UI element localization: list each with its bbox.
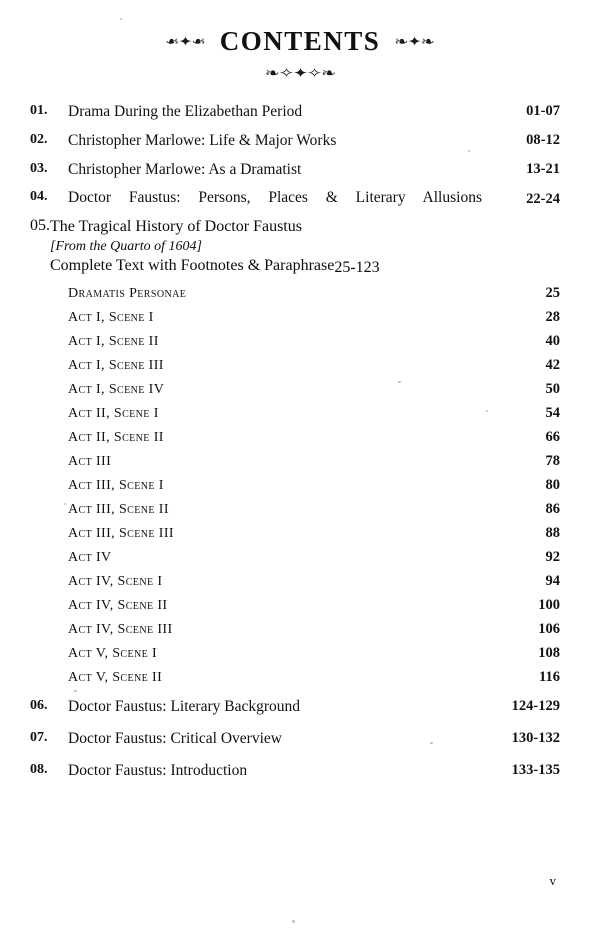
- toc-entry-pages: 08-12: [526, 131, 560, 148]
- toc-entry-title: Drama During the Elizabethan Period: [68, 103, 303, 120]
- toc-subentry-title: Act I, Scene II: [68, 334, 159, 350]
- toc-entry-pages: 130-132: [511, 729, 560, 746]
- ornament-sub-icon: ❧✧✦✧❧: [264, 65, 336, 81]
- scan-speck: [292, 920, 295, 923]
- list-item[interactable]: [30, 429, 560, 446]
- scan-speck: [486, 410, 488, 412]
- toc-subentry-title: Act III, Scene III: [68, 526, 174, 542]
- list-item[interactable]: [30, 549, 560, 566]
- toc-subentry-pages: 54: [545, 405, 560, 422]
- toc-subentry-title: Act IV, Scene I: [68, 574, 163, 590]
- list-item[interactable]: [30, 309, 560, 326]
- toc-subentry-title: Act I, Scene IV: [68, 382, 165, 398]
- toc-subentry-pages: 86: [545, 501, 560, 518]
- page-title: CONTENTS: [219, 26, 381, 56]
- toc-entry-number: 02.: [30, 131, 48, 147]
- toc-subentry-pages: 116: [539, 669, 560, 686]
- toc-subentry-pages: 80: [545, 477, 560, 494]
- list-item[interactable]: [30, 645, 560, 662]
- list-item[interactable]: [30, 357, 560, 374]
- toc-subentry-pages: 106: [538, 621, 560, 638]
- toc-entry[interactable]: [30, 131, 560, 151]
- toc-entry-pages: 01-07: [526, 103, 560, 119]
- list-item[interactable]: [30, 285, 560, 302]
- scan-speck: [120, 18, 122, 20]
- toc-entry[interactable]: [30, 160, 560, 180]
- toc-subentry-pages: 88: [545, 525, 560, 542]
- toc-subentry-title: Act III, Scene I: [68, 478, 164, 494]
- list-item[interactable]: [30, 453, 560, 470]
- ornament-left-icon: ❧✦❧: [165, 33, 206, 50]
- toc-entry-title-line3: Complete Text with Footnotes & Paraphrase: [50, 257, 335, 275]
- toc-entry-pages: 25-123: [334, 259, 380, 277]
- table-of-contents: [0, 102, 600, 781]
- toc-subentry-pages: 25: [545, 285, 560, 302]
- toc-subentry-pages: 42: [545, 357, 560, 374]
- toc-entry-pages: 22-24: [526, 191, 560, 208]
- list-item[interactable]: [30, 501, 560, 518]
- toc-subentry-title: Act III: [68, 454, 112, 470]
- heading-row: [0, 26, 600, 57]
- toc-subentry-title: Act IV, Scene II: [68, 598, 168, 614]
- contents-heading: [0, 0, 600, 84]
- toc-entry[interactable]: [30, 188, 560, 208]
- toc-entry-title: Doctor Faustus: Literary Background: [68, 698, 301, 716]
- toc-entry-title-line2: [From the Quarto of 1604]: [50, 239, 202, 255]
- toc-entry-title-block: [50, 217, 334, 277]
- list-item[interactable]: [30, 525, 560, 542]
- toc-entry-number: 06.: [30, 698, 48, 714]
- toc-entry-pages: 13-21: [526, 160, 560, 177]
- scan-speck: [74, 690, 77, 692]
- toc-entry-pages: 124-129: [511, 698, 560, 715]
- toc-subentry-title: Act II, Scene I: [68, 406, 159, 422]
- toc-entry[interactable]: [30, 761, 560, 781]
- toc-entry[interactable]: [30, 697, 560, 717]
- toc-entry[interactable]: [30, 729, 560, 749]
- toc-subentry-title: Dramatis Personae: [68, 286, 187, 302]
- toc-subentry-pages: 40: [545, 333, 560, 350]
- toc-subentry-title: Act V, Scene I: [68, 646, 158, 662]
- toc-entry-number: 04.: [30, 189, 48, 205]
- list-item[interactable]: [30, 477, 560, 494]
- page-folio: v: [549, 873, 556, 888]
- toc-subentry-title: Act II, Scene II: [68, 430, 164, 446]
- toc-subentry-title: Act IV, Scene III: [68, 622, 173, 638]
- toc-subentry-title: Act I, Scene I: [68, 310, 154, 326]
- list-item[interactable]: [30, 621, 560, 638]
- toc-entry-title-line1: The Tragical History of Doctor Faustus: [50, 218, 302, 236]
- list-item[interactable]: [30, 573, 560, 590]
- scan-speck: [468, 150, 470, 152]
- toc-entry-number: 03.: [30, 160, 48, 176]
- list-item[interactable]: [30, 597, 560, 614]
- toc-subentry-pages: 94: [545, 573, 560, 590]
- toc-entry-pages: 133-135: [511, 761, 560, 778]
- toc-subentry-pages: 108: [538, 645, 560, 662]
- toc-subentry-pages: 50: [545, 381, 560, 398]
- toc-entry-faustus-text[interactable]: [30, 217, 560, 277]
- toc-entry-number: 01.: [30, 103, 48, 118]
- toc-subentry-pages: 100: [538, 597, 560, 614]
- toc-subentry-title: Act III, Scene II: [68, 502, 169, 518]
- toc-subentry-title: Act V, Scene II: [68, 670, 163, 686]
- toc-entry-title: Christopher Marlowe: Life & Major Works: [68, 131, 337, 149]
- toc-entry-title: Christopher Marlowe: As a Dramatist: [68, 160, 302, 178]
- toc-subentry-title: Act IV: [68, 550, 112, 566]
- list-item[interactable]: [30, 333, 560, 350]
- toc-entry-number: 07.: [30, 729, 48, 745]
- list-item[interactable]: [30, 381, 560, 398]
- scan-speck: [398, 381, 401, 383]
- list-item[interactable]: [30, 405, 560, 422]
- toc-subentry-pages: 78: [545, 453, 560, 470]
- toc-subentry-pages: 92: [545, 549, 560, 566]
- scan-speck: [430, 742, 433, 744]
- scan-speck: [64, 503, 66, 505]
- toc-entry-title: Doctor Faustus: Introduction: [68, 761, 248, 779]
- toc-tail-entries: [30, 697, 560, 780]
- toc-entry-title: Doctor Faustus: Persons, Places & Literary Allusions: [68, 189, 482, 207]
- ornament-right-icon: ❧✦❧: [394, 33, 434, 50]
- toc-entry-number: 08.: [30, 761, 48, 777]
- toc-entry[interactable]: [30, 102, 560, 122]
- toc-subentry-title: Act I, Scene III: [68, 358, 164, 374]
- toc-subentry-pages: 66: [545, 429, 560, 446]
- list-item[interactable]: [30, 669, 560, 686]
- toc-entry-title: Doctor Faustus: Critical Overview: [68, 729, 282, 747]
- toc-entry-number: 05.: [30, 217, 50, 235]
- toc-subentry-pages: 28: [545, 309, 560, 326]
